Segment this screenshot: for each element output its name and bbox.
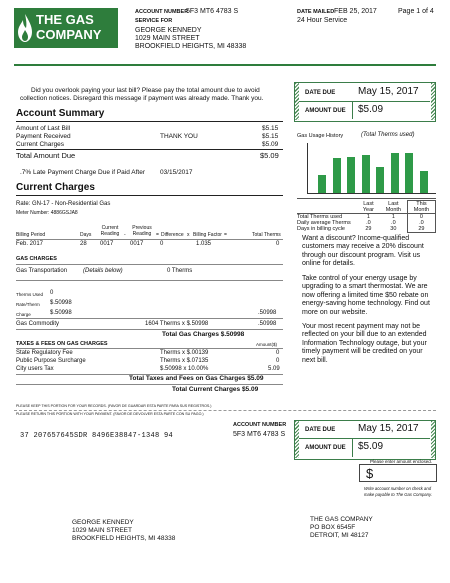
usage-bar: [376, 167, 384, 193]
gas-charges-label: GAS CHARGES: [16, 256, 57, 262]
charge-amount: .50998: [258, 310, 277, 316]
account-number-label: ACCOUNT NUMBER: [135, 9, 189, 15]
page-number: Page 1 of 4: [398, 8, 434, 15]
transport-note: (Details below): [83, 268, 123, 274]
charge-rule: [16, 318, 283, 319]
reading-cell: 0: [160, 241, 164, 247]
stub-due-box-right-stripe: [431, 421, 435, 458]
usage-table-cell: 29: [407, 226, 435, 233]
usage-bar: [391, 153, 399, 193]
summary-title: Account Summary: [16, 108, 105, 119]
reading-cell: Feb. 2017: [16, 241, 44, 247]
reading-header: Total Therms: [252, 232, 281, 238]
reading-header: Billing Period: [16, 232, 46, 238]
usage-table-row: [297, 226, 436, 233]
summary-row-amount: $5.15: [262, 133, 279, 140]
stub-account-number-label: ACCOUNT NUMBER: [233, 422, 287, 428]
summary-row-label: Current Charges: [16, 141, 65, 148]
usage-bar: [362, 155, 370, 193]
date-mailed-label: DATE MAILED: [297, 9, 335, 15]
company-box: PO BOX 6545F: [310, 524, 356, 531]
summary-title-rule: [16, 121, 283, 122]
enclosed-label: Please enter amount enclosed.: [370, 459, 433, 464]
service-line: 24 Hour Service: [297, 17, 348, 24]
stub-amount-due-separator: [352, 439, 353, 457]
usage-subtitle: (Total Therms used): [361, 132, 415, 138]
chart-x-axis: [307, 193, 436, 194]
usage-table-cell: 0: [407, 214, 435, 221]
service-name: GEORGE KENNEDY: [135, 27, 202, 34]
tax-amount: 0: [276, 358, 280, 364]
company-name: THE GAS COMPANY: [310, 516, 373, 523]
rate-therm-label: Rate/Therm: [16, 302, 40, 307]
charges-title-rule: [16, 195, 283, 196]
reading-cell: 1.035: [196, 241, 212, 247]
flame-icon: [17, 13, 33, 43]
write-note-1: Write account number on check and: [364, 486, 432, 491]
summary-row-amount: $5.15: [262, 125, 279, 132]
usage-bar: [420, 171, 428, 193]
stub-date-due-value: May 15, 2017: [358, 423, 419, 434]
charge-label: Charge: [16, 312, 31, 317]
usage-table-cell: Days in billing cycle: [297, 226, 345, 233]
write-note-2: make payable to The Gas Company.: [364, 492, 432, 497]
chart-y-axis: [307, 143, 308, 193]
reading-cell: 0017: [130, 241, 144, 247]
late-charge-date: 03/15/2017: [160, 169, 193, 176]
commodity-rule: [16, 329, 283, 330]
amount-due-label: AMOUNT DUE: [305, 108, 346, 114]
service-city: BROOKFIELD HEIGHTS, MI 48338: [135, 43, 247, 50]
tax-calc: Therms x $.07135: [160, 358, 209, 364]
reading-header: Previous Reading: [132, 225, 152, 237]
tax-calc: $.50998 x 10.00%: [160, 366, 209, 372]
total-gas-charges: Total Gas Charges $.50998: [162, 331, 245, 338]
scan-line: 37 207657645SDR 8496E38847-1348 94: [20, 432, 174, 440]
charges-title: Current Charges: [16, 182, 95, 193]
date-due-value: May 15, 2017: [358, 86, 419, 97]
commodity-amount: .50998: [258, 321, 277, 327]
stub-date-due-label: DATE DUE: [305, 427, 336, 433]
account-number: 5F3 MT6 4783 S: [186, 8, 239, 15]
reading-cell: 28: [80, 241, 87, 247]
usage-table-cell: 1: [391, 214, 395, 220]
reading-cell: 0: [276, 241, 280, 247]
taxes-rule: [16, 348, 283, 349]
tear-line: [14, 410, 436, 411]
usage-table-cell: 30: [390, 226, 397, 233]
amount-due-value: $5.09: [358, 104, 384, 115]
reading-header-rule: [16, 239, 283, 240]
transport-label: Gas Transportation: [16, 268, 68, 274]
usage-table-cell: 1: [366, 214, 370, 220]
summary-row-amount: $5.09: [262, 141, 279, 148]
stub-amount-due-value: $5.09: [358, 441, 384, 452]
service-for-label: SERVICE FOR: [135, 18, 173, 24]
customer-city: BROOKFIELD HEIGHTS, MI 48338: [72, 535, 176, 542]
summary-total-label: Total Amount Due: [16, 151, 76, 160]
therms-used-value: 0: [50, 290, 54, 296]
charge-value: $.50998: [50, 310, 72, 316]
usage-table-cell: .0: [391, 220, 396, 226]
usage-table-cell: Daily average Therms: [297, 220, 351, 226]
enclosed-amount-field[interactable]: [359, 464, 437, 482]
tax-label: State Regulatory Fee: [16, 350, 73, 356]
summary-total-rule: [16, 149, 283, 150]
stub-due-box-left-stripe: [295, 421, 299, 458]
due-box-divider: [299, 101, 430, 102]
service-street: 1029 MAIN STREET: [135, 35, 200, 42]
usage-table-cell: Last Month: [385, 200, 401, 213]
customer-name: GEORGE KENNEDY: [72, 519, 134, 526]
tax-calc: Therms x $.00139: [160, 350, 209, 356]
summary-row-label: Amount of Last Bill: [16, 125, 71, 132]
gas-charges-rule: [16, 264, 283, 265]
rate-line: Rate: GN-17 - Non-Residential Gas: [16, 201, 111, 207]
tax-amount: 5.09: [268, 366, 280, 372]
message-discount: Want a discount? Income-qualified customers may receive a 20% discount through our discount program. Visit us online for details.: [302, 235, 424, 268]
summary-row-label: Payment Received: [16, 133, 71, 140]
customer-street: 1029 MAIN STREET: [72, 527, 132, 534]
commodity-calc: 1604 Therms x $.50998: [145, 321, 209, 327]
total-taxes: Total Taxes and Fees on Gas Charges $5.09: [129, 375, 264, 382]
usage-table-header: [297, 201, 436, 214]
reading-header: Days: [80, 232, 92, 238]
due-box: [294, 82, 436, 122]
rate-therm-value: $.50998: [50, 300, 72, 306]
message-thermostat: Take control of your energy usage by upgrading to a smart thermostat. We are now offering a limited time $50 rebate on energy-saving home technology. Find out more on our website.: [302, 275, 430, 316]
reading-header: x: [187, 232, 190, 238]
stub-account-number: 5F3 MT6 4783 S: [233, 431, 286, 438]
dollar-sign: $: [366, 466, 374, 481]
notice-line-1: Did you overlook paying your last bill? Please pay the total amount due to avoid: [31, 87, 260, 94]
date-due-label: DATE DUE: [305, 90, 336, 96]
tax-label: City users Tax: [16, 366, 54, 372]
message-payment: Your most recent payment may not be reflected on your bill due to an extended Information Technology outage, but your timely payment will be credited on your next bill.: [302, 323, 427, 364]
commodity-label: Gas Commodity: [16, 321, 60, 327]
reading-header: =: [156, 232, 159, 238]
usage-table-cell: [297, 201, 357, 214]
return-portion-line: PLEASE RETURN THIS PORTION WITH YOUR PAYMENT. (FAVOR DE DEVOLVER ESTA PARTE CON SU PAGO.): [16, 412, 204, 416]
logo-line-1: THE GAS: [36, 12, 94, 27]
reading-header: -: [124, 232, 126, 238]
usage-title: Gas Usage History: [297, 133, 344, 139]
usage-chart: [297, 143, 436, 196]
company-logo: [14, 8, 118, 48]
stub-due-box-divider: [299, 438, 430, 439]
taxes-amount-header: Amount($): [256, 342, 278, 347]
meter-line: Meter Number: 4886GSJA8: [16, 210, 78, 216]
usage-table-cell: Total Therms used: [297, 214, 343, 220]
due-box-right-stripe: [431, 83, 435, 120]
reading-header: Current Reading: [100, 225, 120, 237]
usage-table-cell: This Month: [407, 201, 435, 214]
tax-label: Public Purpose Surcharge: [16, 358, 86, 364]
total-current-charges: Total Current Charges $5.09: [172, 386, 259, 393]
usage-table: [297, 200, 436, 233]
logo-line-2: COMPANY: [36, 27, 102, 42]
usage-table-cell: .0: [407, 220, 435, 226]
usage-table-cell: .0: [366, 220, 371, 226]
therms-used-label: Therms Used: [16, 292, 44, 297]
usage-table-cell: Last Year: [362, 200, 374, 213]
reading-cell: 0017: [100, 241, 114, 247]
current-total-rule: [16, 384, 283, 385]
usage-bar: [347, 157, 355, 193]
amount-due-separator: [352, 102, 353, 119]
header-divider: [14, 64, 436, 66]
reading-header: Billing Factor: [193, 232, 222, 238]
summary-total-amount: $5.09: [260, 151, 279, 160]
company-city: DETROIT, MI 48127: [310, 532, 369, 539]
late-charge-label: .7% Late Payment Charge Due if Paid After: [20, 169, 146, 176]
tax-amount: 0: [276, 350, 280, 356]
usage-bar: [405, 153, 413, 193]
stub-amount-due-label: AMOUNT DUE: [305, 445, 346, 451]
summary-row-note: THANK YOU: [160, 133, 198, 140]
usage-chart-bottom-rule: [297, 198, 436, 199]
transport-rule: [16, 280, 283, 281]
usage-bar: [333, 158, 341, 193]
stub-due-box: [294, 420, 436, 460]
transport-therms: 0 Therms: [167, 268, 193, 274]
usage-table-cell: 29: [365, 226, 372, 233]
keep-portion-line: PLEASE KEEP THIS PORTION FOR YOUR RECORDS. (FAVOR DE GUARDAR ESTA PARTE PARA SUS REGISTROS.): [16, 404, 212, 408]
usage-bar: [318, 175, 326, 193]
reading-header: Difference: [161, 232, 184, 238]
notice-line-2: collection notices. Disregard this message if payment was already made. Thank you.: [20, 95, 264, 102]
reading-header: =: [224, 232, 227, 238]
taxes-label: TAXES & FEES ON GAS CHARGES: [16, 341, 108, 347]
date-mailed: FEB 25, 2017: [334, 8, 377, 15]
